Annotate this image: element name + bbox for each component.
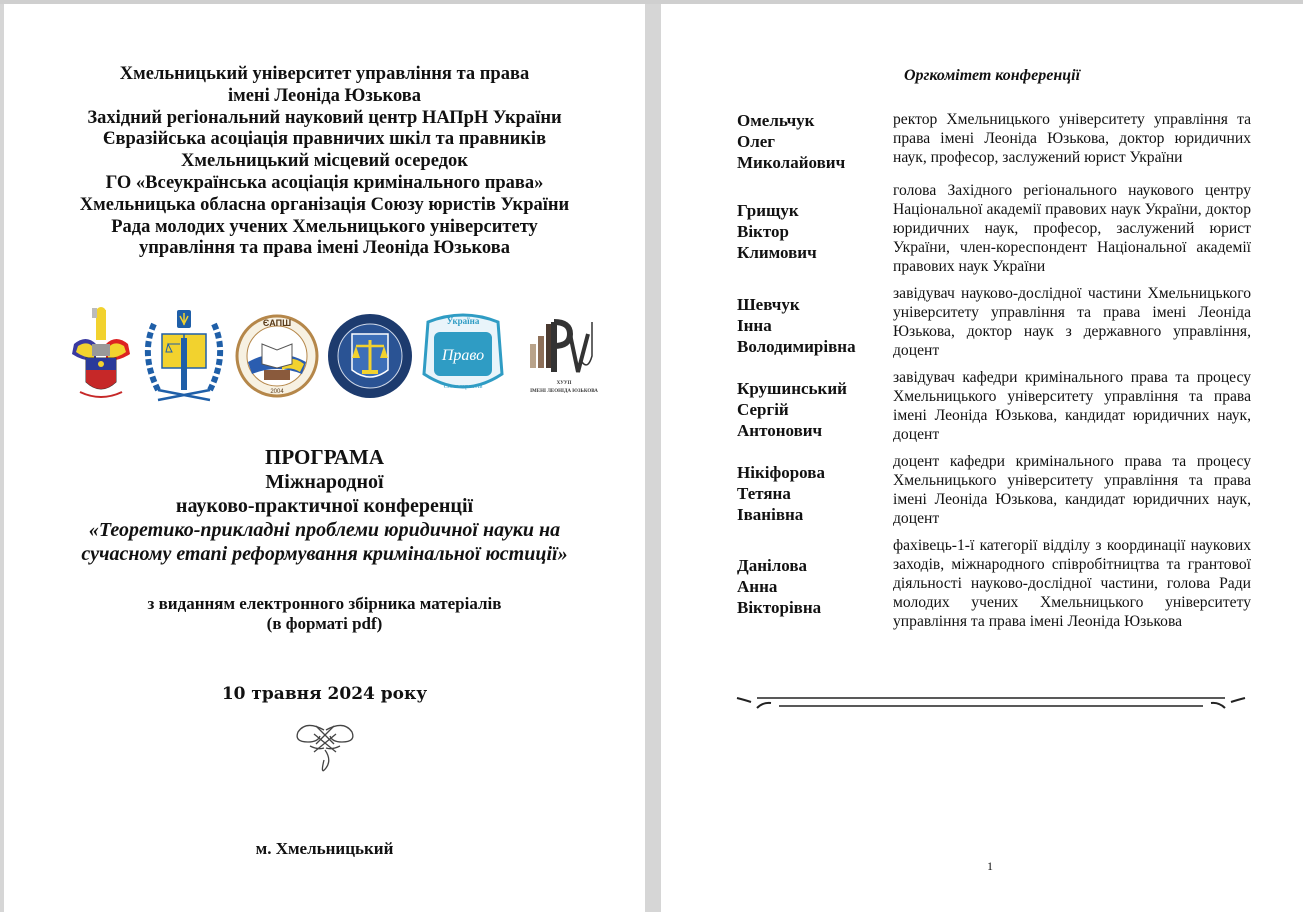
member-surname: Данілова (737, 556, 808, 575)
member-surname: Нікіфорова (737, 462, 825, 482)
member-surname: Шевчук (737, 294, 800, 314)
eapsh-logo (234, 304, 320, 404)
member-patronymic: Вікторівна (737, 598, 822, 617)
city-name: м. Хмельницький (255, 839, 394, 858)
logos-row (62, 304, 607, 404)
rmu-caption-1: ХУУП (556, 381, 572, 386)
member-surname: Крушинський (737, 378, 847, 398)
organizer-line: імені Леоніда Юзькова (227, 85, 422, 106)
member-surname: Омельчук (737, 111, 815, 130)
organizer-line: управління та права імені Леоніда Юзькова (139, 238, 510, 259)
member-first-name: Олег (737, 132, 776, 151)
member-patronymic: Володимирівна (737, 336, 856, 356)
member-first-name: Віктор (737, 222, 789, 241)
program-heading (4, 445, 645, 566)
program-line-international: Міжнародної (265, 471, 384, 493)
conference-date: 10 травня 2024 року (221, 684, 428, 704)
edition-line: з виданням електронного збірника матеріалів (147, 594, 502, 613)
member-first-name: Сергій (737, 399, 789, 419)
committee-members-list (737, 104, 1251, 639)
page-number: 1 (987, 859, 993, 873)
rmu-caption-2: ІМЕНІ ЛЕОНІДА ЮЗЬКОВА (530, 389, 598, 394)
edition-format: (в форматі pdf) (266, 614, 383, 633)
committee-member (737, 104, 1251, 173)
member-name (737, 549, 893, 618)
divider-ornament-icon (735, 690, 1247, 714)
member-bio: завідувач науково-дослідної частини Хмельницького університету управління та права імені Леоніда Юзькова, доктор наук з державного управління, доцент (893, 285, 1251, 359)
member-bio: завідувач кафедри кримінального права та процесу Хмельницького університету управління та права імені Леоніда Юзькова, кандидат юридичних наук, доцент (893, 369, 1251, 443)
member-name (737, 104, 893, 173)
member-name (737, 288, 893, 357)
document-page-cover (4, 4, 645, 912)
organizer-line: Хмельницький місцевий осередок (181, 151, 468, 172)
flourish-ornament-icon (294, 720, 356, 778)
union-logo-main-text: Право (441, 347, 485, 364)
edition-note (4, 594, 645, 634)
committee-member (737, 368, 1251, 444)
member-name (737, 456, 893, 525)
committee-member (737, 284, 1251, 360)
organizer-line: Рада молодих учених Хмельницького університету (111, 216, 538, 237)
organizer-line: Західний регіональний науковий центр НАПрН України (87, 107, 562, 128)
eapsh-logo-year: 2004 (270, 389, 284, 395)
member-surname: Грищук (737, 201, 799, 220)
union-logo-bottom-text: Союз юристів (443, 383, 483, 390)
committee-member (737, 536, 1251, 631)
organizer-line: Хмельницька обласна організація Союзу юристів України (79, 194, 570, 215)
member-bio: голова Західного регіонального наукового центру Національної академії правових наук України, доктор юридичних наук, професор, заслужений юрист України, член-кореспондент Національної академії правових наук України (893, 182, 1251, 275)
committee-member (737, 181, 1251, 276)
member-first-name: Інна (737, 315, 772, 335)
member-first-name: Тетяна (737, 483, 791, 503)
member-patronymic: Іванівна (737, 504, 804, 524)
member-patronymic: Миколайович (737, 153, 846, 172)
union-of-lawyers-logo (418, 304, 508, 404)
document-page-committee (661, 4, 1303, 912)
young-scientists-council-logo (518, 304, 610, 404)
university-coat-of-arms-logo (66, 304, 136, 404)
member-bio: ректор Хмельницького університету управління та права імені Леоніда Юзькова, доктор юридичних наук, професор, заслужений юрист України (893, 111, 1251, 166)
criminal-law-association-logo (326, 304, 414, 404)
member-name (737, 194, 893, 263)
program-title: ПРОГРАМА (264, 445, 385, 469)
member-bio: доцент кафедри кримінального права та процесу Хмельницького університету управління та права імені Леоніда Юзькова, кандидат юридичних наук, доцент (893, 453, 1251, 527)
committee-member (737, 452, 1251, 528)
conference-theme-line: сучасному етапі реформування кримінальної юстиції» (81, 543, 568, 565)
member-patronymic: Климович (737, 243, 817, 262)
member-name (737, 372, 893, 441)
member-bio: фахівець-1-ї категорії відділу з координації наукових заходів, міжнародного співробітництва та грантової діяльності науково-дослідної частини, голова Ради молодих учених Хмельницького університету управління та права імені Леоніда Юзькова (893, 537, 1251, 630)
committee-title: Оргкомітет конференції (903, 67, 1081, 84)
organizer-line: ГО «Всеукраїнська асоціація кримінального права» (105, 172, 544, 193)
program-line-conference: науково-практичної конференції (175, 495, 474, 517)
organizers-list (4, 64, 645, 260)
organizer-line: Євразійська асоціація правничих шкіл та правників (102, 129, 547, 150)
regional-science-center-logo (140, 304, 228, 404)
conference-theme-line: «Теоретико-прикладні проблеми юридичної науки на (88, 519, 561, 541)
member-patronymic: Антонович (737, 420, 823, 440)
organizer-line: Хмельницький університет управління та права (119, 64, 530, 84)
member-first-name: Анна (737, 577, 778, 596)
union-logo-top-text: Україна (446, 316, 480, 326)
eapsh-logo-text: ЄАПШ (262, 318, 292, 328)
